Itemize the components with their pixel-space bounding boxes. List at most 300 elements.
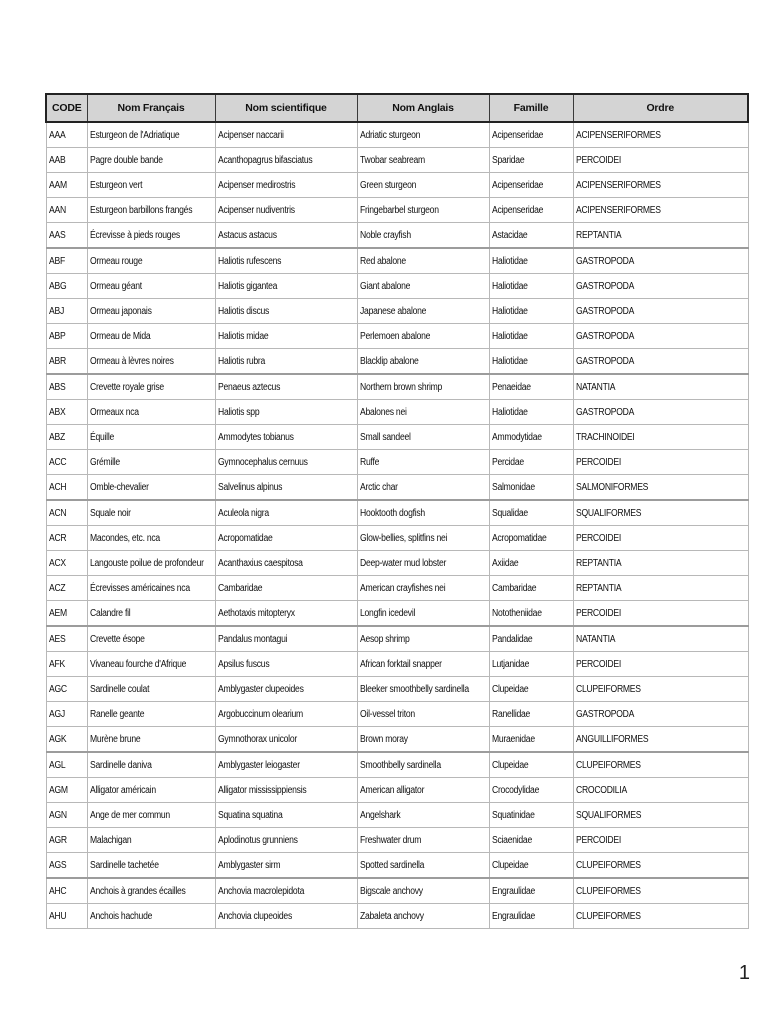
cell-code [46, 148, 87, 173]
cell-order [573, 677, 748, 702]
cell-english-name [357, 274, 489, 299]
cell-order-text: GASTROPODA [575, 406, 634, 418]
cell-english-name-text: Twobar seabream [359, 154, 425, 166]
cell-scientific-name [215, 752, 357, 778]
cell-order-text: TRACHINOIDEI [575, 431, 635, 443]
cell-scientific-name-text: Apsilus fuscus [217, 658, 269, 670]
table-body [46, 122, 748, 929]
cell-family-text: Nototheniidae [491, 607, 542, 619]
cell-scientific-name [215, 803, 357, 828]
cell-order-text: CLUPEIFORMES [575, 910, 641, 922]
cell-english-name [357, 425, 489, 450]
cell-code-text: ABR [48, 355, 66, 367]
cell-order-text: GASTROPODA [575, 708, 634, 720]
table-row [46, 425, 748, 450]
cell-family [489, 652, 573, 677]
cell-english-name-text: Arctic char [359, 481, 398, 493]
table-row [46, 299, 748, 324]
header-scientific-name: Nom scientifique [215, 94, 357, 122]
cell-scientific-name [215, 198, 357, 223]
cell-french-name [87, 475, 215, 501]
cell-scientific-name [215, 778, 357, 803]
cell-code-text: AAN [48, 204, 66, 216]
cell-french-name-text: Sardinelle coulat [89, 683, 149, 695]
cell-code-text: ABX [48, 406, 65, 418]
cell-order [573, 526, 748, 551]
cell-code [46, 652, 87, 677]
cell-family [489, 702, 573, 727]
cell-english-name-text: Blacklip abalone [359, 355, 419, 367]
cell-french-name-text: Esturgeon barbillons frangés [89, 204, 192, 216]
cell-family-text: Haliotidae [491, 280, 528, 292]
table-row [46, 526, 748, 551]
cell-family [489, 299, 573, 324]
cell-family-text: Ranellidae [491, 708, 530, 720]
cell-scientific-name-text: Gymnothorax unicolor [217, 733, 297, 745]
cell-scientific-name-text: Alligator mississippiensis [217, 784, 306, 796]
cell-order-text: REPTANTIA [575, 582, 621, 594]
cell-english-name [357, 702, 489, 727]
cell-scientific-name-text: Squatina squatina [217, 809, 282, 821]
cell-code-text: AGL [48, 759, 65, 771]
cell-family-text: Acipenseridae [491, 179, 543, 191]
cell-code-text: ABP [48, 330, 65, 342]
cell-order-text: PERCOIDEI [575, 532, 621, 544]
cell-code [46, 702, 87, 727]
table-row [46, 173, 748, 198]
cell-code-text: AAB [48, 154, 65, 166]
cell-code-text: AGR [48, 834, 67, 846]
cell-english-name [357, 173, 489, 198]
cell-french-name [87, 324, 215, 349]
table-row [46, 878, 748, 904]
cell-family [489, 904, 573, 929]
cell-scientific-name [215, 626, 357, 652]
cell-scientific-name-text: Haliotis gigantea [217, 280, 277, 292]
cell-french-name-text: Esturgeon vert [89, 179, 142, 191]
cell-code-text: ACZ [48, 582, 65, 594]
cell-french-name-text: Crevette ésope [89, 633, 145, 645]
cell-english-name [357, 223, 489, 249]
cell-family-text: Engraulidae [491, 885, 535, 897]
table-row [46, 148, 748, 173]
cell-scientific-name [215, 324, 357, 349]
cell-french-name [87, 828, 215, 853]
cell-family-text: Haliotidae [491, 406, 528, 418]
cell-scientific-name-text: Acropomatidae [217, 532, 273, 544]
cell-french-name-text: Ormeau géant [89, 280, 142, 292]
cell-order [573, 727, 748, 753]
cell-code-text: ABG [48, 280, 66, 292]
table-row [46, 223, 748, 249]
cell-scientific-name-text: Salvelinus alpinus [217, 481, 282, 493]
cell-family-text: Clupeidae [491, 759, 528, 771]
cell-english-name-text: Longfin icedevil [359, 607, 415, 619]
cell-family [489, 601, 573, 627]
table-row [46, 752, 748, 778]
cell-scientific-name-text: Amblygaster leiogaster [217, 759, 300, 771]
cell-family [489, 803, 573, 828]
cell-family-text: Squatinidae [491, 809, 535, 821]
cell-code [46, 677, 87, 702]
cell-code-text: ACR [48, 532, 66, 544]
cell-order-text: NATANTIA [575, 633, 615, 645]
cell-family [489, 450, 573, 475]
cell-scientific-name [215, 173, 357, 198]
cell-english-name-text: Red abalone [359, 255, 406, 267]
cell-scientific-name-text: Acanthopagrus bifasciatus [217, 154, 312, 166]
table-row [46, 475, 748, 501]
cell-code [46, 526, 87, 551]
cell-english-name-text: Japanese abalone [359, 305, 426, 317]
cell-scientific-name [215, 828, 357, 853]
cell-order-text: GASTROPODA [575, 330, 634, 342]
cell-family [489, 274, 573, 299]
cell-family-text: Pandalidae [491, 633, 532, 645]
cell-english-name [357, 148, 489, 173]
cell-french-name [87, 526, 215, 551]
cell-code-text: ABZ [48, 431, 65, 443]
header-english-name: Nom Anglais [357, 94, 489, 122]
cell-scientific-name-text: Amblygaster clupeoides [217, 683, 304, 695]
cell-order [573, 803, 748, 828]
cell-scientific-name-text: Acipenser medirostris [217, 179, 295, 191]
cell-family [489, 223, 573, 249]
cell-english-name-text: Giant abalone [359, 280, 410, 292]
cell-order-text: ACIPENSERIFORMES [575, 129, 661, 141]
cell-english-name-text: Perlemoen abalone [359, 330, 430, 342]
table-row [46, 248, 748, 274]
cell-scientific-name [215, 727, 357, 753]
cell-french-name [87, 500, 215, 526]
cell-family [489, 475, 573, 501]
table-row [46, 904, 748, 929]
cell-code [46, 626, 87, 652]
cell-scientific-name-text: Acanthaxius caespitosa [217, 557, 303, 569]
cell-code-text: AAS [48, 229, 65, 241]
cell-scientific-name [215, 400, 357, 425]
cell-english-name [357, 551, 489, 576]
cell-code-text: AFK [48, 658, 65, 670]
cell-french-name [87, 148, 215, 173]
cell-order [573, 425, 748, 450]
cell-order-text: CLUPEIFORMES [575, 885, 641, 897]
cell-code-text: AGC [48, 683, 67, 695]
cell-french-name-text: Ormeaux nca [89, 406, 139, 418]
cell-french-name [87, 551, 215, 576]
cell-code [46, 828, 87, 853]
cell-order [573, 374, 748, 400]
cell-english-name [357, 576, 489, 601]
cell-code [46, 324, 87, 349]
cell-french-name [87, 677, 215, 702]
cell-code [46, 601, 87, 627]
cell-order [573, 752, 748, 778]
cell-french-name [87, 122, 215, 148]
cell-order [573, 248, 748, 274]
cell-code [46, 803, 87, 828]
cell-english-name-text: Bleeker smoothbelly sardinella [359, 683, 469, 695]
cell-code-text: AGN [48, 809, 67, 821]
cell-french-name [87, 576, 215, 601]
table-row [46, 349, 748, 375]
cell-english-name [357, 677, 489, 702]
cell-order-text: ANGUILLIFORMES [575, 733, 648, 745]
cell-order-text: PERCOIDEI [575, 607, 621, 619]
table-row [46, 374, 748, 400]
cell-code [46, 299, 87, 324]
cell-french-name [87, 173, 215, 198]
cell-code [46, 778, 87, 803]
table-row [46, 677, 748, 702]
cell-family-text: Clupeidae [491, 859, 528, 871]
cell-scientific-name-text: Argobuccinum olearium [217, 708, 303, 720]
cell-french-name-text: Écrevisses américaines nca [89, 582, 190, 594]
cell-family [489, 727, 573, 753]
cell-order-text: PERCOIDEI [575, 834, 621, 846]
cell-code [46, 551, 87, 576]
cell-family-text: Sparidae [491, 154, 524, 166]
table-row [46, 778, 748, 803]
cell-french-name-text: Ranelle geante [89, 708, 144, 720]
cell-english-name [357, 878, 489, 904]
cell-code [46, 349, 87, 375]
cell-french-name [87, 702, 215, 727]
cell-family-text: Acipenseridae [491, 129, 543, 141]
cell-scientific-name [215, 223, 357, 249]
cell-family [489, 551, 573, 576]
table-row [46, 122, 748, 148]
cell-family-text: Muraenidae [491, 733, 535, 745]
cell-family-text: Engraulidae [491, 910, 535, 922]
cell-french-name-text: Sardinelle daniva [89, 759, 152, 771]
cell-order-text: CLUPEIFORMES [575, 759, 641, 771]
cell-scientific-name [215, 374, 357, 400]
cell-order-text: SQUALIFORMES [575, 809, 641, 821]
table-row [46, 828, 748, 853]
cell-order-text: SALMONIFORMES [575, 481, 648, 493]
cell-english-name [357, 803, 489, 828]
cell-order [573, 778, 748, 803]
cell-family [489, 677, 573, 702]
cell-family [489, 853, 573, 879]
cell-family-text: Haliotidae [491, 255, 528, 267]
cell-french-name-text: Ormeau rouge [89, 255, 142, 267]
cell-english-name [357, 299, 489, 324]
cell-family-text: Clupeidae [491, 683, 528, 695]
cell-order [573, 198, 748, 223]
cell-family-text: Squalidae [491, 507, 528, 519]
cell-french-name-text: Macondes, etc. nca [89, 532, 160, 544]
cell-english-name-text: Zabaleta anchovy [359, 910, 424, 922]
cell-scientific-name-text: Cambaridae [217, 582, 262, 594]
cell-scientific-name-text: Gymnocephalus cernuus [217, 456, 308, 468]
cell-scientific-name [215, 526, 357, 551]
cell-order-text: ACIPENSERIFORMES [575, 204, 661, 216]
cell-french-name [87, 626, 215, 652]
cell-order [573, 173, 748, 198]
cell-english-name [357, 198, 489, 223]
cell-french-name-text: Grémille [89, 456, 120, 468]
cell-family-text: Astacidae [491, 229, 527, 241]
cell-scientific-name-text: Penaeus aztecus [217, 381, 280, 393]
cell-french-name-text: Pagre double bande [89, 154, 163, 166]
cell-code-text: ABF [48, 255, 65, 267]
cell-order-text: GASTROPODA [575, 255, 634, 267]
cell-code [46, 450, 87, 475]
cell-english-name-text: Angelshark [359, 809, 400, 821]
cell-order [573, 551, 748, 576]
cell-french-name-text: Calandre fil [89, 607, 130, 619]
cell-french-name-text: Crevette royale grise [89, 381, 164, 393]
cell-french-name-text: Ormeau de Mida [89, 330, 150, 342]
cell-scientific-name-text: Astacus astacus [217, 229, 277, 241]
cell-scientific-name [215, 148, 357, 173]
cell-english-name [357, 500, 489, 526]
cell-english-name-text: Aesop shrimp [359, 633, 409, 645]
cell-english-name [357, 450, 489, 475]
cell-english-name [357, 853, 489, 879]
cell-french-name [87, 425, 215, 450]
cell-code [46, 500, 87, 526]
cell-scientific-name-text: Aethotaxis mitopteryx [217, 607, 295, 619]
cell-english-name [357, 349, 489, 375]
cell-french-name-text: Anchois à grandes écailles [89, 885, 186, 897]
cell-family [489, 198, 573, 223]
cell-family-text: Salmonidae [491, 481, 535, 493]
cell-code [46, 727, 87, 753]
cell-scientific-name-text: Haliotis discus [217, 305, 269, 317]
cell-family [489, 400, 573, 425]
cell-code [46, 400, 87, 425]
cell-scientific-name [215, 652, 357, 677]
cell-order [573, 904, 748, 929]
cell-code-text: ACC [48, 456, 66, 468]
cell-order [573, 223, 748, 249]
cell-french-name [87, 853, 215, 879]
cell-code-text: ABJ [48, 305, 64, 317]
cell-french-name [87, 904, 215, 929]
cell-code-text: ACN [48, 507, 66, 519]
cell-english-name-text: American crayfishes nei [359, 582, 445, 594]
cell-english-name-text: Spotted sardinella [359, 859, 424, 871]
cell-order-text: NATANTIA [575, 381, 615, 393]
table-row [46, 551, 748, 576]
cell-scientific-name-text: Aculeola nigra [217, 507, 269, 519]
cell-scientific-name-text: Anchovia clupeoides [217, 910, 292, 922]
cell-order-text: SQUALIFORMES [575, 507, 641, 519]
cell-order-text: GASTROPODA [575, 305, 634, 317]
cell-english-name [357, 122, 489, 148]
header-code: CODE [46, 94, 87, 122]
cell-code-text: AHU [48, 910, 66, 922]
cell-scientific-name [215, 299, 357, 324]
table-row [46, 274, 748, 299]
cell-french-name-text: Omble-chevalier [89, 481, 149, 493]
cell-order [573, 299, 748, 324]
table-row [46, 853, 748, 879]
cell-code [46, 122, 87, 148]
cell-scientific-name [215, 551, 357, 576]
cell-order-text: REPTANTIA [575, 229, 621, 241]
cell-code [46, 576, 87, 601]
cell-english-name-text: Glow-bellies, splitfins nei [359, 532, 447, 544]
cell-family-text: Acipenseridae [491, 204, 543, 216]
header-french-name: Nom Français [87, 94, 215, 122]
cell-english-name-text: Brown moray [359, 733, 408, 745]
cell-code-text: AGK [48, 733, 66, 745]
cell-order-text: CLUPEIFORMES [575, 859, 641, 871]
cell-family-text: Penaeidae [491, 381, 531, 393]
cell-scientific-name-text: Aplodinotus grunniens [217, 834, 298, 846]
cell-code-text: AGM [48, 784, 68, 796]
cell-family [489, 878, 573, 904]
cell-family [489, 122, 573, 148]
cell-family [489, 828, 573, 853]
cell-order-text: PERCOIDEI [575, 658, 621, 670]
cell-order [573, 626, 748, 652]
cell-french-name-text: Écrevisse à pieds rouges [89, 229, 180, 241]
cell-scientific-name [215, 274, 357, 299]
cell-english-name [357, 626, 489, 652]
cell-order-text: GASTROPODA [575, 280, 634, 292]
species-code-table [45, 93, 749, 929]
cell-code [46, 173, 87, 198]
cell-order [573, 324, 748, 349]
cell-french-name-text: Équille [89, 431, 114, 443]
table-row [46, 450, 748, 475]
cell-english-name [357, 601, 489, 627]
table-row [46, 626, 748, 652]
cell-french-name [87, 274, 215, 299]
cell-order-text: CROCODILIA [575, 784, 627, 796]
cell-english-name-text: Freshwater drum [359, 834, 421, 846]
cell-english-name-text: Smoothbelly sardinella [359, 759, 441, 771]
cell-code [46, 853, 87, 879]
cell-french-name-text: Murène brune [89, 733, 140, 745]
cell-french-name-text: Ormeau à lèvres noires [89, 355, 174, 367]
cell-french-name [87, 450, 215, 475]
cell-order-text: PERCOIDEI [575, 154, 621, 166]
cell-english-name-text: Noble crayfish [359, 229, 411, 241]
cell-family-text: Crocodylidae [491, 784, 539, 796]
cell-french-name-text: Anchois hachude [89, 910, 152, 922]
cell-english-name-text: Hooktooth dogfish [359, 507, 425, 519]
cell-french-name-text: Squale noir [89, 507, 131, 519]
cell-code-text: AAA [48, 129, 65, 141]
cell-french-name [87, 400, 215, 425]
cell-english-name [357, 526, 489, 551]
cell-english-name [357, 752, 489, 778]
cell-family [489, 173, 573, 198]
cell-family-text: Cambaridae [491, 582, 536, 594]
cell-scientific-name [215, 702, 357, 727]
cell-code-text: AAM [48, 179, 67, 191]
cell-english-name [357, 778, 489, 803]
cell-code [46, 374, 87, 400]
cell-french-name [87, 374, 215, 400]
cell-english-name [357, 727, 489, 753]
cell-order [573, 652, 748, 677]
cell-family [489, 248, 573, 274]
cell-english-name-text: Oil-vessel triton [359, 708, 415, 720]
cell-scientific-name-text: Ammodytes tobianus [217, 431, 294, 443]
cell-order-text: CLUPEIFORMES [575, 683, 641, 695]
cell-english-name [357, 828, 489, 853]
cell-english-name-text: Bigscale anchovy [359, 885, 423, 897]
table-row [46, 702, 748, 727]
cell-scientific-name-text: Anchovia macrolepidota [217, 885, 304, 897]
